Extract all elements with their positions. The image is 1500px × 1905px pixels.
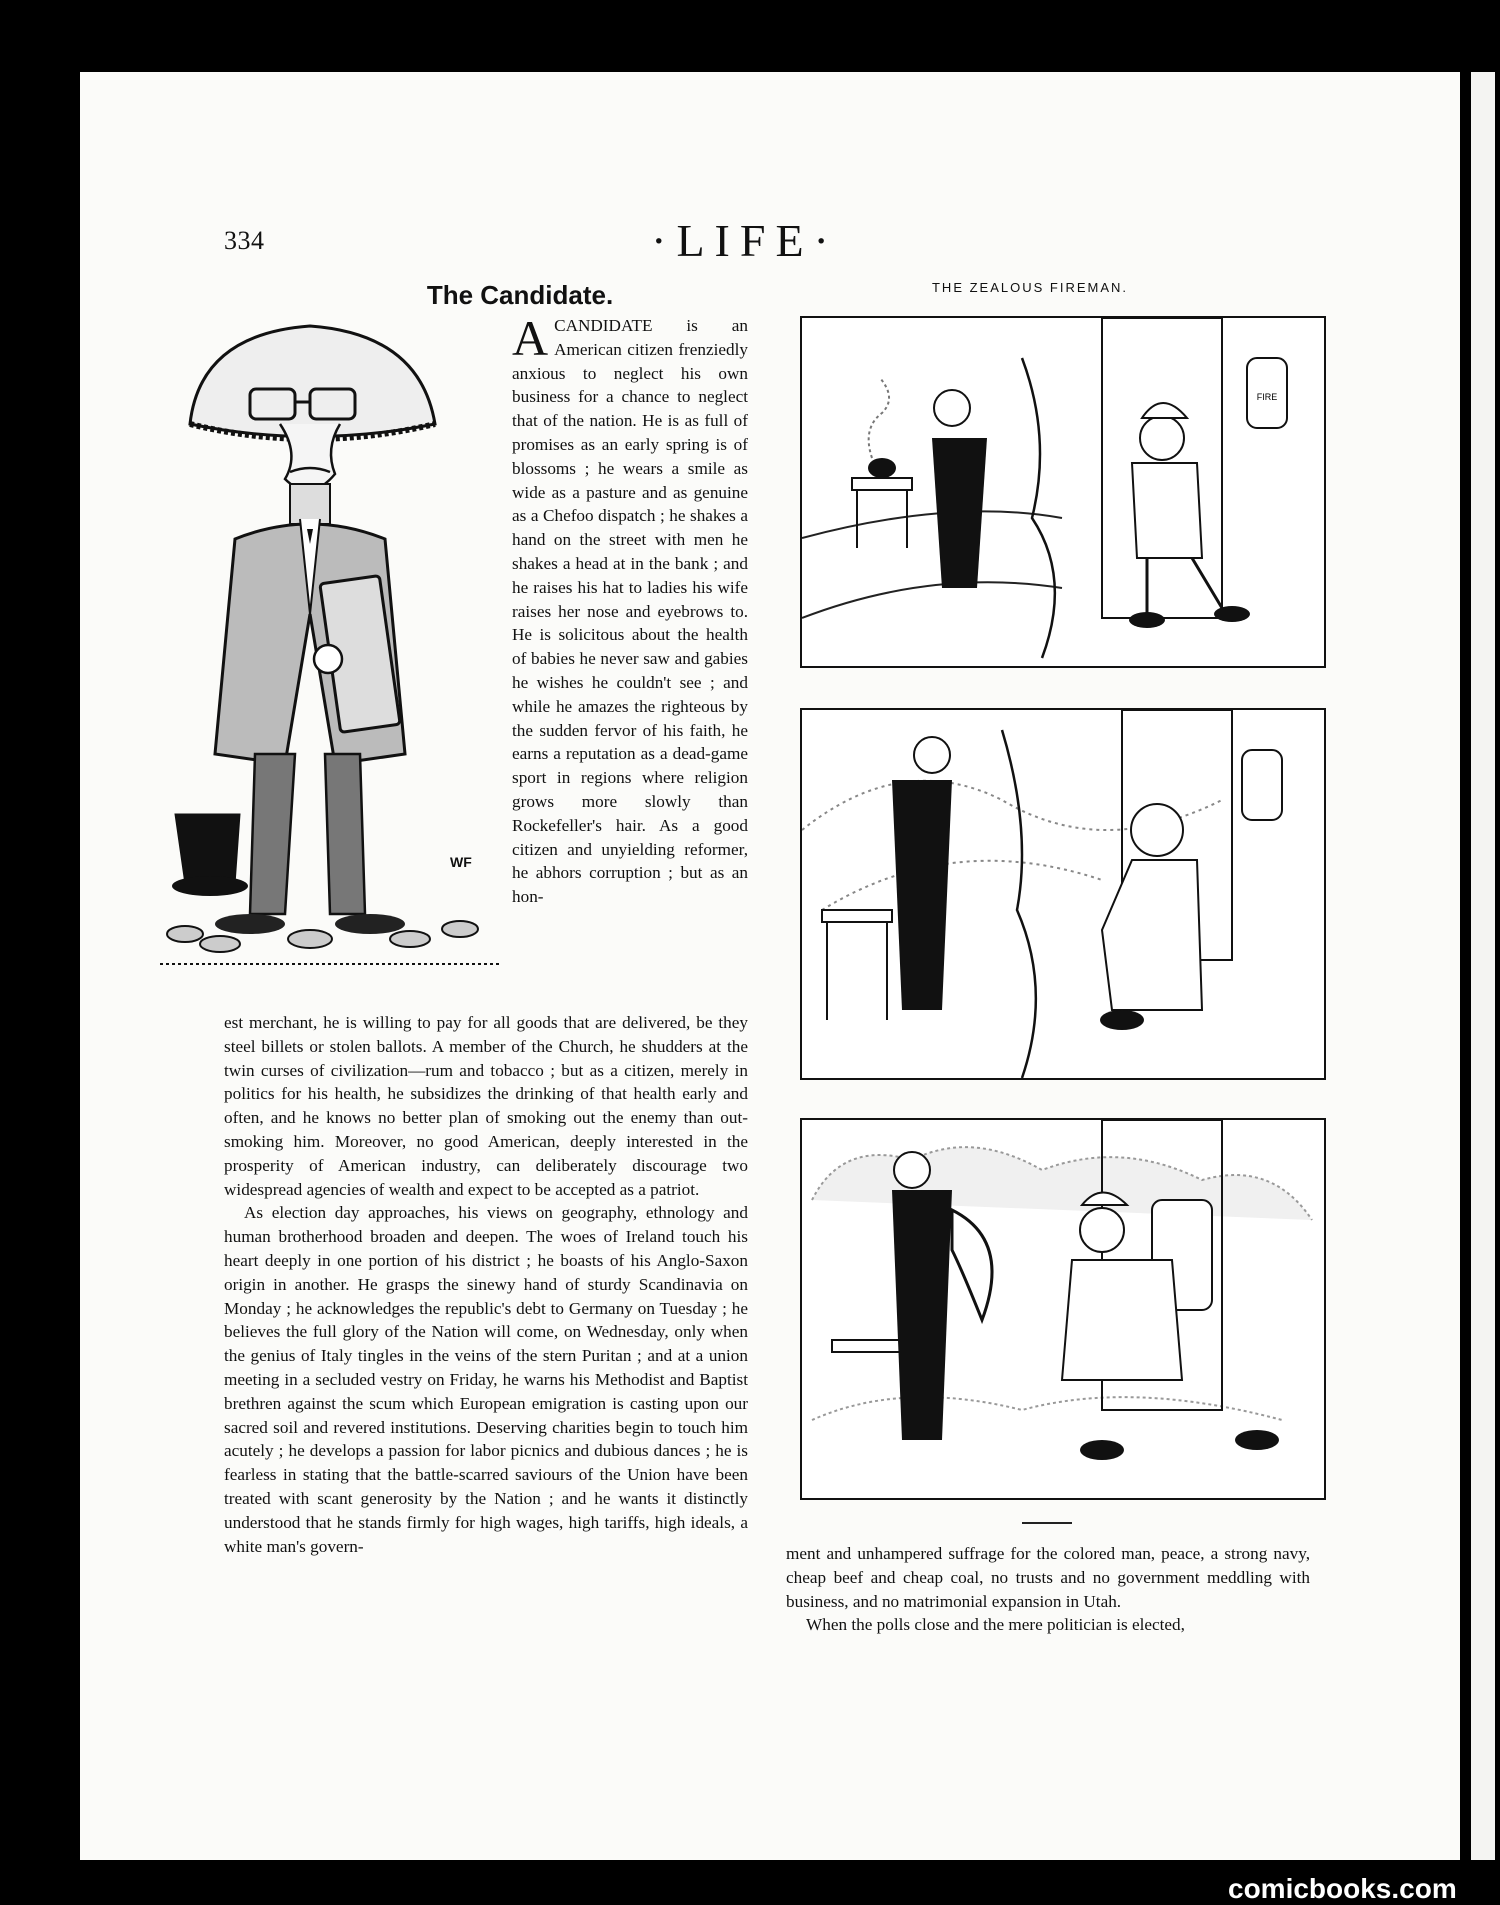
- candidate-illustration: [160, 314, 500, 984]
- cartoon-panel-2: [800, 708, 1326, 1080]
- cartoon-caption: THE ZEALOUS FIREMAN.: [931, 280, 1129, 295]
- article-paragraph-2: As election day approaches, his views on geography, ethnology and human brotherhood broaden and deepen. The woes of Ireland touch his heart deeply in one portion of his district ; he boasts of his Anglo-Saxon origin in another. He grasps the sinewy hand of sturdy Scandinavia on Monday ; he acknowledges the republic's debt to Germany on Tuesday ; he believes the full glory of the Nation will come, on Wednesday, only when the genius of Italy tingles in the veins of the stern Puritan ; and at a union meeting in a secluded vestry on Friday, he warns his Methodist and Baptist brethren against the scum which European emigration is casting upon our sacred soil and revered institutions. Deserving charities begin to touch him acutely ; he develops a passion for labor picnics and dubious dances ; he is fearless in stating that the battle-scarred saviours of the Union have been treated with scant generosity by the Nation ; and he wants it distinctly understood that he stands firmly for high wages, high tariffs, high ideals, a white man's govern-: [224, 1203, 748, 1556]
- article-paragraph-1-rest: est merchant, he is willing to pay for all goods that are delivered, be they steel billets or stolen ballots. A member of the Church, he shudders at the twin curses of civilization—rum and tobacco ; but as a citizen, merely in politics for his health, he subsidizes the drinking of that health early and often, and he knows no better plan of smoking out the enemy than out-smoking him. Moreover, no good American, deeply interested in the prosperity of American industry, can deliberately discourage two widespread agencies of wealth and expect to be accepted as a patriot.: [224, 1013, 748, 1199]
- watermark: comicbooks.com: [1228, 1873, 1457, 1904]
- article-paragraph-1-lead: ACANDIDATE is an American citizen frenziedly anxious to neglect his own business for a chance to neglect that of the nation. He is as full of promises as an early spring is of blossoms ; he wears a smile as wide as a pasture and as genuine as a Chefoo dispatch ; he shakes a hand on the street with men he shakes a head at in the bank ; and he raises his hat to ladies his wife raises her nose and eyebrows to. He is solicitous about the health of babies he never saw and gabies he wishes he couldn't see ; and while he amazes the righteous by the sudden fervor of his faith, he earns a reputation as a dead-game sport in regions where religion grows more slowly than Rockefeller's hair. As a good citizen and unyielding reformer, he abhors corruption ; but as an hon-: [512, 310, 748, 907]
- cartoon-panel-1: [800, 316, 1326, 668]
- article-paragraph-2-continued: ment and unhampered suffrage for the colored man, peace, a strong navy, cheap beef and cheap coal, no trusts and no government meddling with business, and no matrimonial expansion in Utah.: [786, 1544, 1310, 1611]
- article-column-narrow: [512, 310, 748, 909]
- facing-page-edge: [1460, 72, 1500, 1860]
- cartoon-panel-3: [800, 1118, 1326, 1500]
- page-number: 334: [224, 226, 265, 255]
- section-divider: [1022, 1522, 1072, 1524]
- candidate-drawing: [160, 314, 500, 984]
- artist-monogram: WF: [450, 854, 472, 870]
- article-title: The Candidate.: [426, 280, 614, 310]
- article-paragraph-3: When the polls close and the mere politician is elected,: [806, 1615, 1185, 1635]
- extinguisher-label-1: FIRE: [1256, 392, 1278, 402]
- drop-cap: A: [512, 310, 549, 366]
- article-column-left: [224, 1011, 748, 1558]
- masthead: ·LIFE·: [651, 215, 839, 266]
- article-column-right: [786, 1542, 1310, 1637]
